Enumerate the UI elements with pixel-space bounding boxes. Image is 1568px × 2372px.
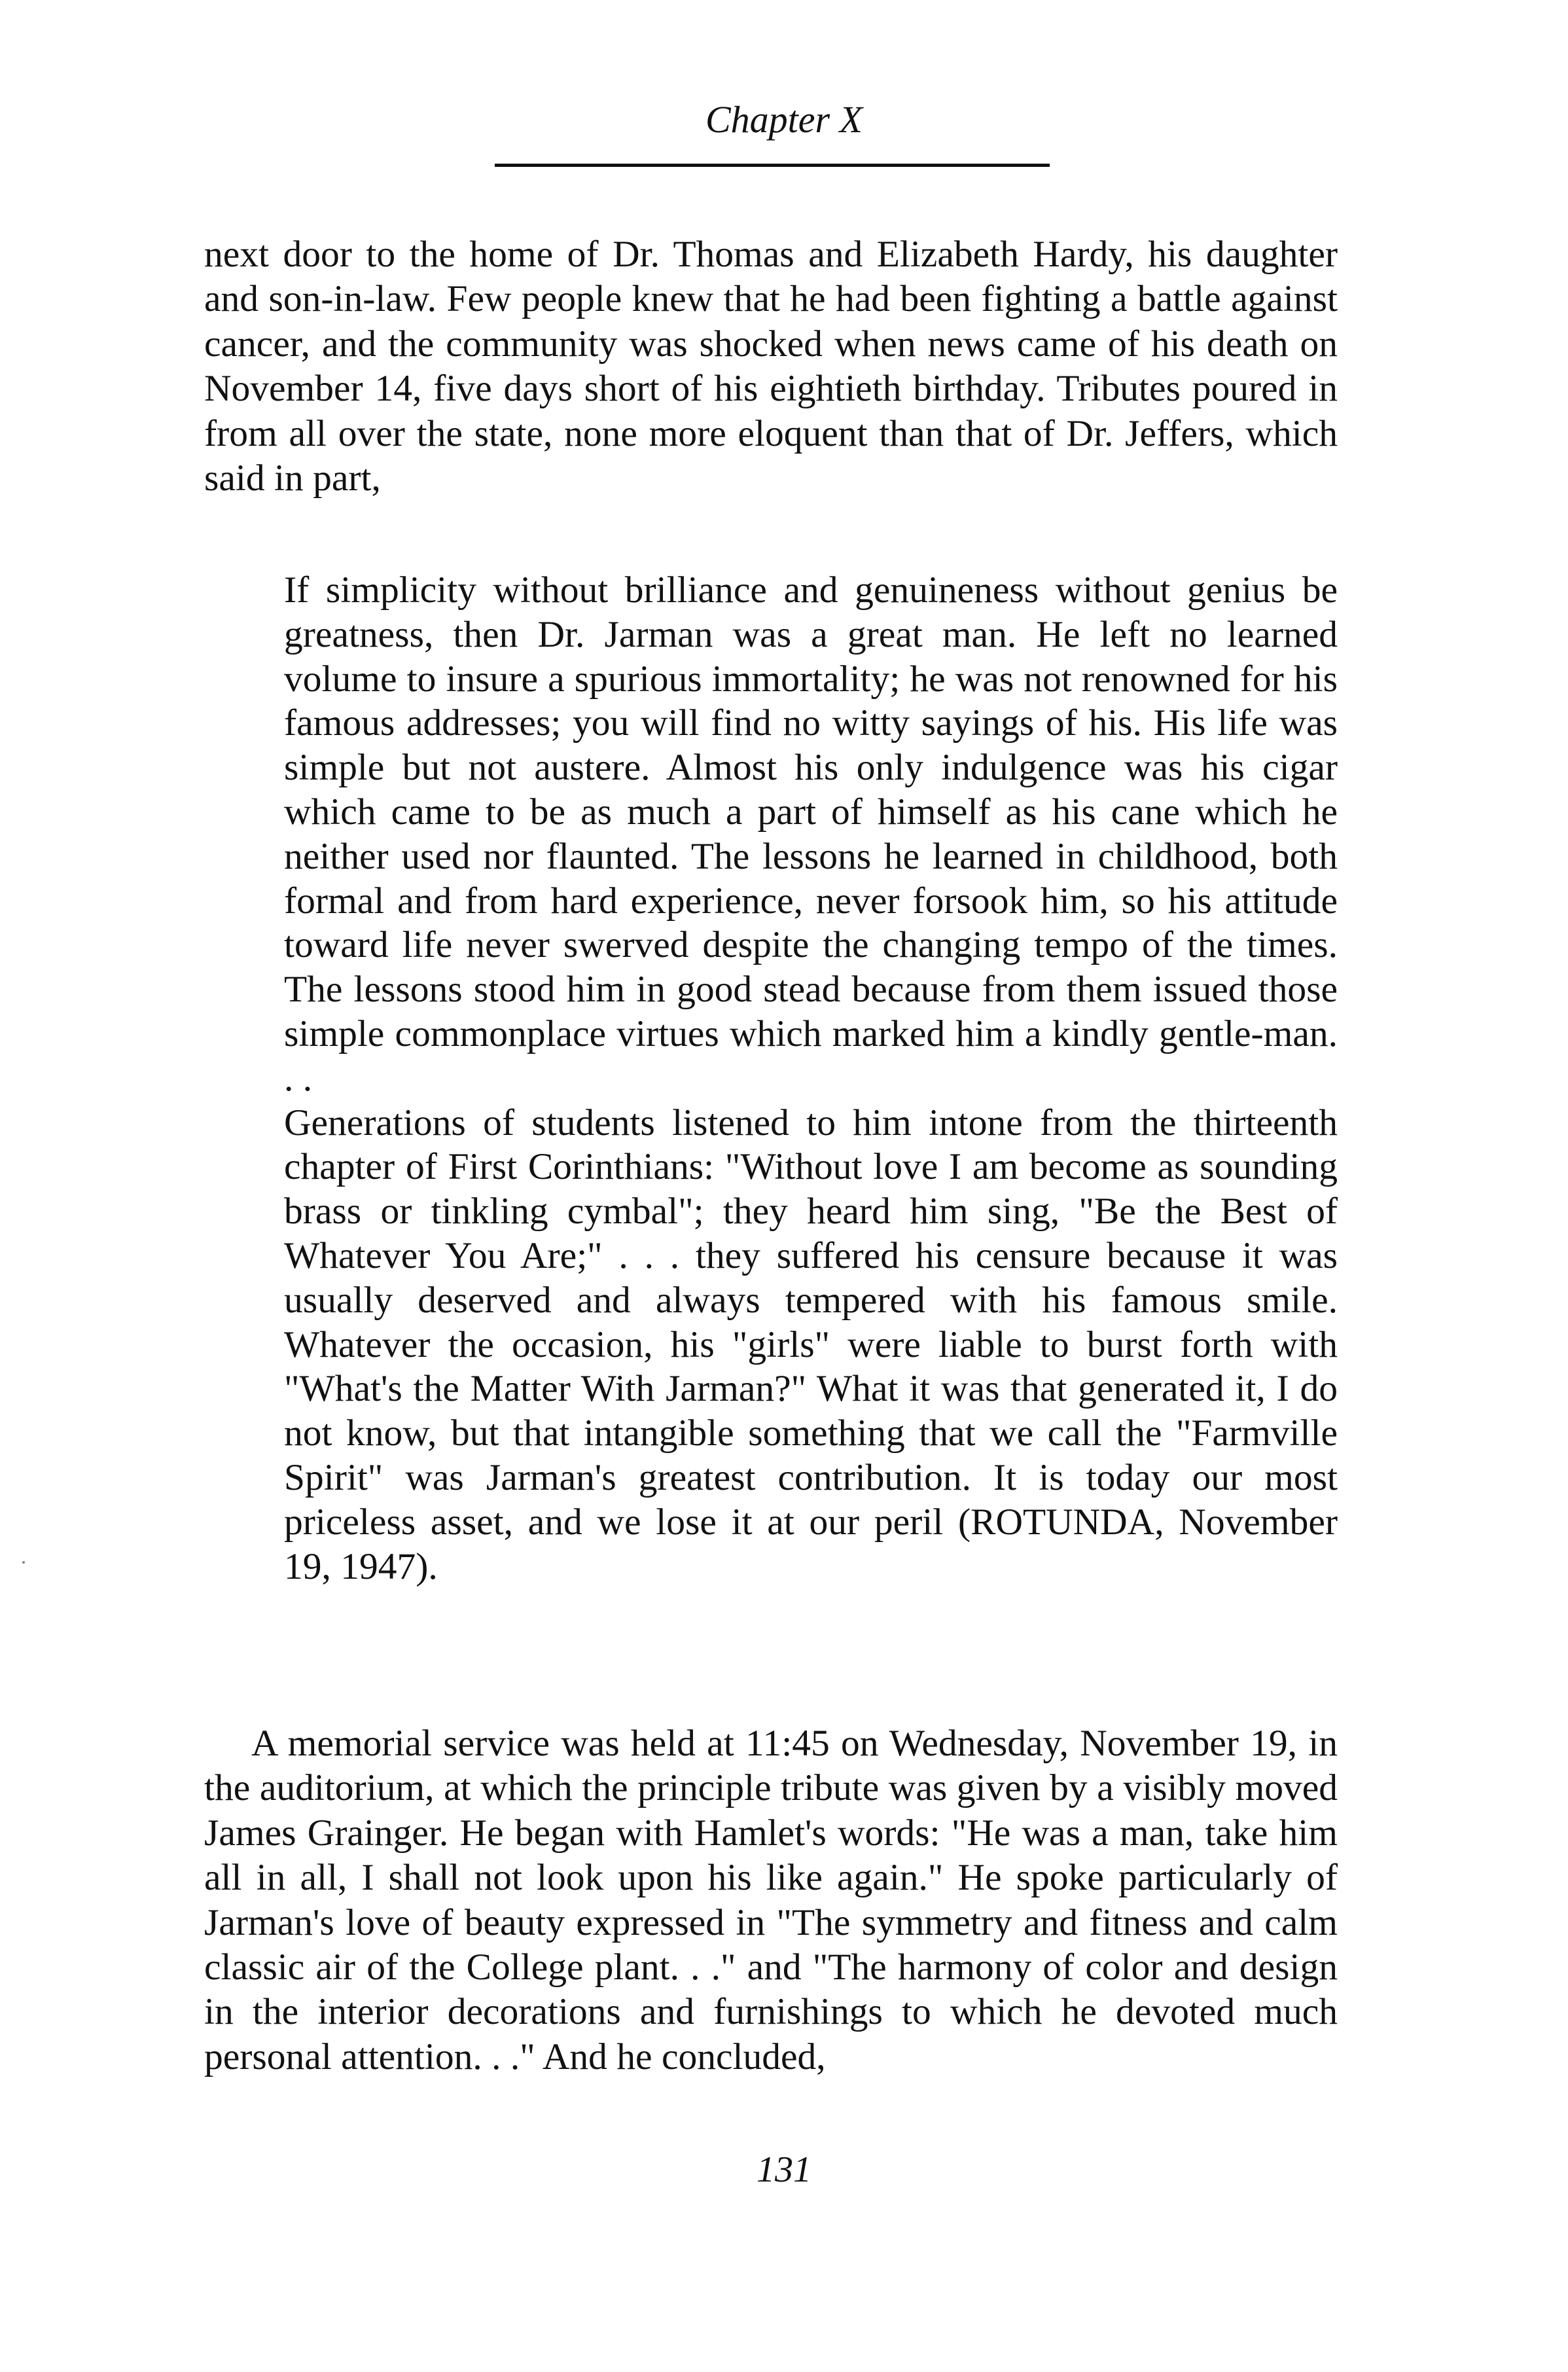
quote-paragraph-1: If simplicity without brilliance and genuineness without genius be greatness, then Dr. Jarman was a great man. He left no learned volume to insure a spurious immortality; he was not renowned for his famous addresses; you will find no witty sayings of his. His life was simple but not austere. Almost his only indulgence was his cigar which came to be as much a part of himself as his cane which he neither used nor flaunted. The lessons he learned in childhood, both formal and from hard experience, never forsook him, so his attitude toward life never swerved despite the changing tempo of the times. The lessons stood him in good stead because from them issued those simple commonplace virtues which marked him a kindly gentle-man. . .: [284, 569, 1338, 1099]
running-head: Chapter X: [705, 98, 863, 141]
quote-paragraph-2: Generations of students listened to him intone from the thirteenth chapter of First Corinthians: "Without love I am become as sounding brass or tinkling cymbal"; they heard him sing, "Be the Best of Whatever You Are;" . . . they suffered his censure because it was usually deserved and always tempered with his famous smile. Whatever the occasion, his "girls" were liable to burst forth with "What's the Matter With Jarman?" What it was that generated it, I do not know, but that intangible something that we call the "Farmville Spirit" was Jarman's greatest contribution. It is today our most priceless asset, and we lose it at our peril (ROTUNDA, November 19, 1947).: [284, 1102, 1338, 1587]
scan-artifact-dot: [22, 1561, 25, 1564]
intro-paragraph: next door to the home of Dr. Thomas and Elizabeth Hardy, his daughter and son-in-law. Few people knew that he had been fighting a battle against cancer, and the community was shocked when news came of his death on November 14, five days short of his eightieth birthday. Tributes poured in from all over the state, none more eloquent than that of Dr. Jeffers, which said in part,: [204, 234, 1338, 499]
intro-paragraph-block: [204, 232, 1338, 501]
block-quote: [284, 568, 1338, 1589]
header-rule-divider: [495, 164, 1050, 167]
memorial-paragraph-block: [204, 1721, 1338, 2079]
memorial-paragraph: A memorial service was held at 11:45 on Wednesday, November 19, in the auditorium, at which the principle tribute was given by a visibly moved James Grainger. He began with Hamlet's words: "He was a man, take him all in all, I shall not look upon his like again." He spoke particularly of Jarman's love of beauty expressed in "The symmetry and fitness and calm classic air of the College plant. . ." and "The harmony of color and design in the interior decorations and furnishings to which he devoted much personal attention. . ." And he concluded,: [204, 1723, 1338, 2077]
page-number: 131: [757, 2149, 811, 2190]
